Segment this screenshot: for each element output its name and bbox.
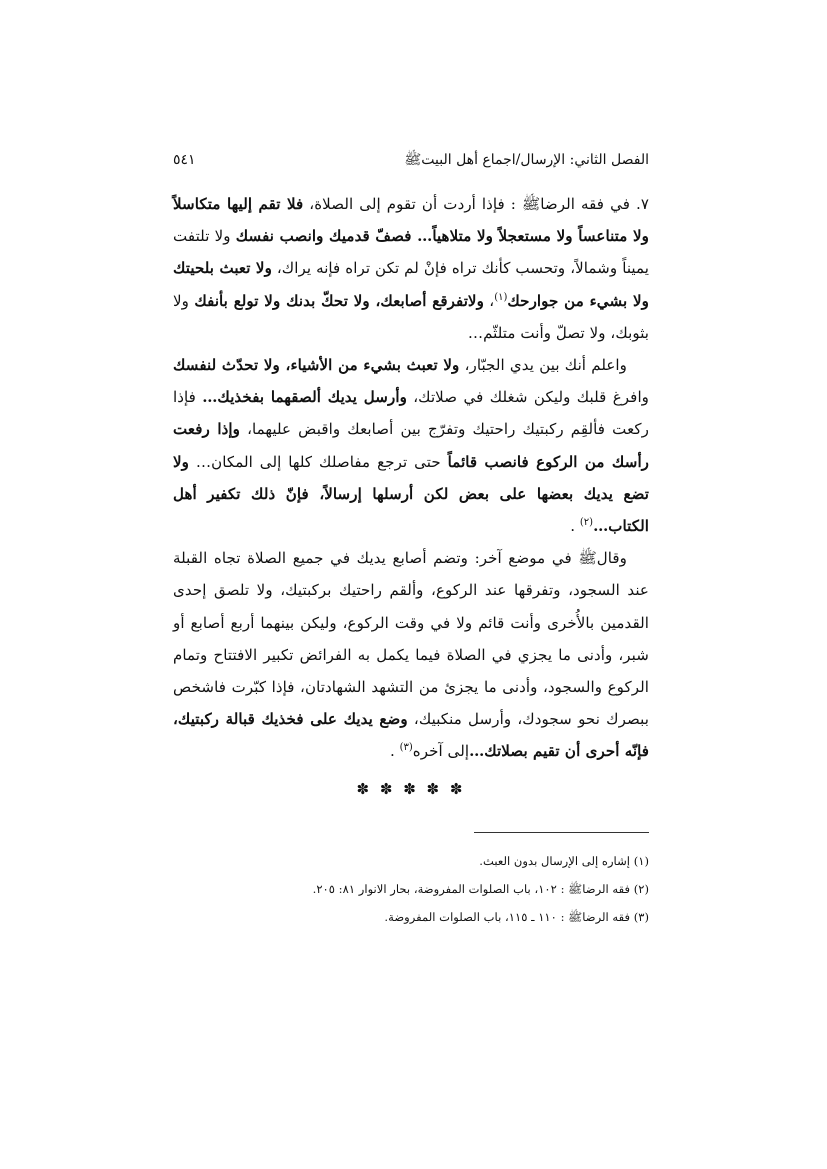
main-text	[173, 188, 649, 768]
text-run: (٣) فقه الرضا	[582, 909, 649, 924]
footnote-divider	[474, 832, 649, 833]
text-run: ولا تلتفت يميناً وشمالاً، وتحسب كأنك تراه فإنْ لم تكن تراه فإنه يراك،	[173, 227, 649, 278]
section-separator: ✽ ✽ ✽ ✽ ✽	[356, 779, 466, 798]
text-run: حتى ترجع مفاصلك كلها إلى المكان…	[189, 452, 448, 471]
paragraph-2	[173, 349, 649, 542]
bold-text: وأرسل يديك ألصقهما بفخذيك…	[202, 388, 407, 407]
text-run: (١) إشاره إلى الإرسال بدون العبث.	[479, 853, 649, 868]
footnote-1	[173, 847, 649, 875]
footnote-ref: (٢)	[579, 516, 594, 528]
text-run: (٢) فقه الرضا	[582, 881, 649, 896]
running-header	[173, 150, 649, 170]
text-run: : ١٠٢، باب الصلوات المفروضة، بحار الانوار ٨١: ٢٠٥.	[312, 881, 569, 896]
footnote-ref: (٣)	[399, 742, 413, 754]
text-run: ٧. في فقه الرضا	[540, 195, 649, 213]
bold-text: ولا تعبث بلحيتك ولا بشيء من جوارحك	[173, 259, 650, 310]
bold-text: ولا تعبث بشيء من الأشياء، ولا تحدّث لنفسك	[173, 356, 460, 375]
text-run: واعلم أنك بين يدي الجبّار،	[459, 356, 627, 375]
text-run: : فإذا أردت أن تقوم إلى الصلاة،	[303, 195, 522, 213]
honorific-glyph: ﷺ	[404, 152, 422, 168]
footnote-2	[173, 875, 649, 903]
footnote-ref: (١)	[494, 291, 508, 303]
chapter-title: الفصل الثاني: الإرسال/اجماع أهل البيتﷺ	[404, 152, 649, 168]
page-number: ٥٤١	[173, 152, 196, 168]
text-run: في موضع آخر: وتضم أصابع يديك في جميع الصلاة تجاه القبلة عند السجود، وتفرقها عند الركوع، وألقم راحتيك بركبتيك، ولا تلصق إحدى القدمين بالأُخرى وأنت قائم ولا في وقت الركوع، وليكن بينهما أربع أصابع أو شبر، وأدنى ما يجزي في الصلاة فيما يكمل به الفرائض تكبير الافتتاح وتمام الركوع والسجود، وأدنى ما يجزئ من التشهد الشهادتان، فإذا كبّرت فاشخص ببصرك نحو سجودك، وأرسل منكبيك،	[173, 549, 649, 729]
honorific-glyph: ﷺ	[568, 881, 583, 896]
text-run: إلى آخره	[412, 742, 470, 761]
bold-text: وضع يديك على فخذيك قبالة ركبتيك، فإنّه أحرى أن تقيم بصلاتك…	[173, 710, 649, 761]
text-run: وافرغ قلبك وليكن شغلك في صلاتك،	[406, 388, 649, 407]
text-run: .	[570, 517, 580, 536]
honorific-glyph: ﷺ	[578, 549, 597, 568]
footnotes	[173, 847, 649, 931]
paragraph-1	[173, 188, 649, 349]
text-run: وقال	[596, 549, 627, 568]
bold-text: وإذا رفعت رأسك من الركوع فانصب قائماً	[173, 420, 650, 471]
bold-text: فلا تقم إليها متكاسلاً ولا متناعساً ولا مستعجلاً ولا متلاهياً… فصفّ قدميك وانصب نفسك	[173, 195, 649, 246]
text-run: ولا بثوبك، ولا تصلّ وأنت متلثّم…	[173, 291, 649, 342]
honorific-glyph: ﷺ	[521, 195, 541, 213]
text-run: فإذا ركعت فألقِم ركبتيك راحتيك وتفرّج بين أصابعك واقبض عليهما،	[173, 388, 649, 439]
book-page	[173, 150, 649, 931]
footnote-3	[173, 903, 649, 931]
bold-text: ولا تضع يديك بعضها على بعض لكن أرسلها إرسالاً، فإنّ ذلك تكفير أهل الكتاب…	[173, 452, 649, 536]
text-run: ،	[483, 291, 495, 310]
text-run: .	[389, 742, 400, 761]
honorific-glyph: ﷺ	[568, 909, 583, 924]
bold-text: ولاتفرقع أصابعك، ولا تحكّ بدنك ولا تولع بأنفك	[194, 291, 484, 310]
text-run: : ١١٠ ـ ١١٥، باب الصلوات المفروضة.	[384, 909, 569, 924]
paragraph-3	[173, 542, 649, 767]
